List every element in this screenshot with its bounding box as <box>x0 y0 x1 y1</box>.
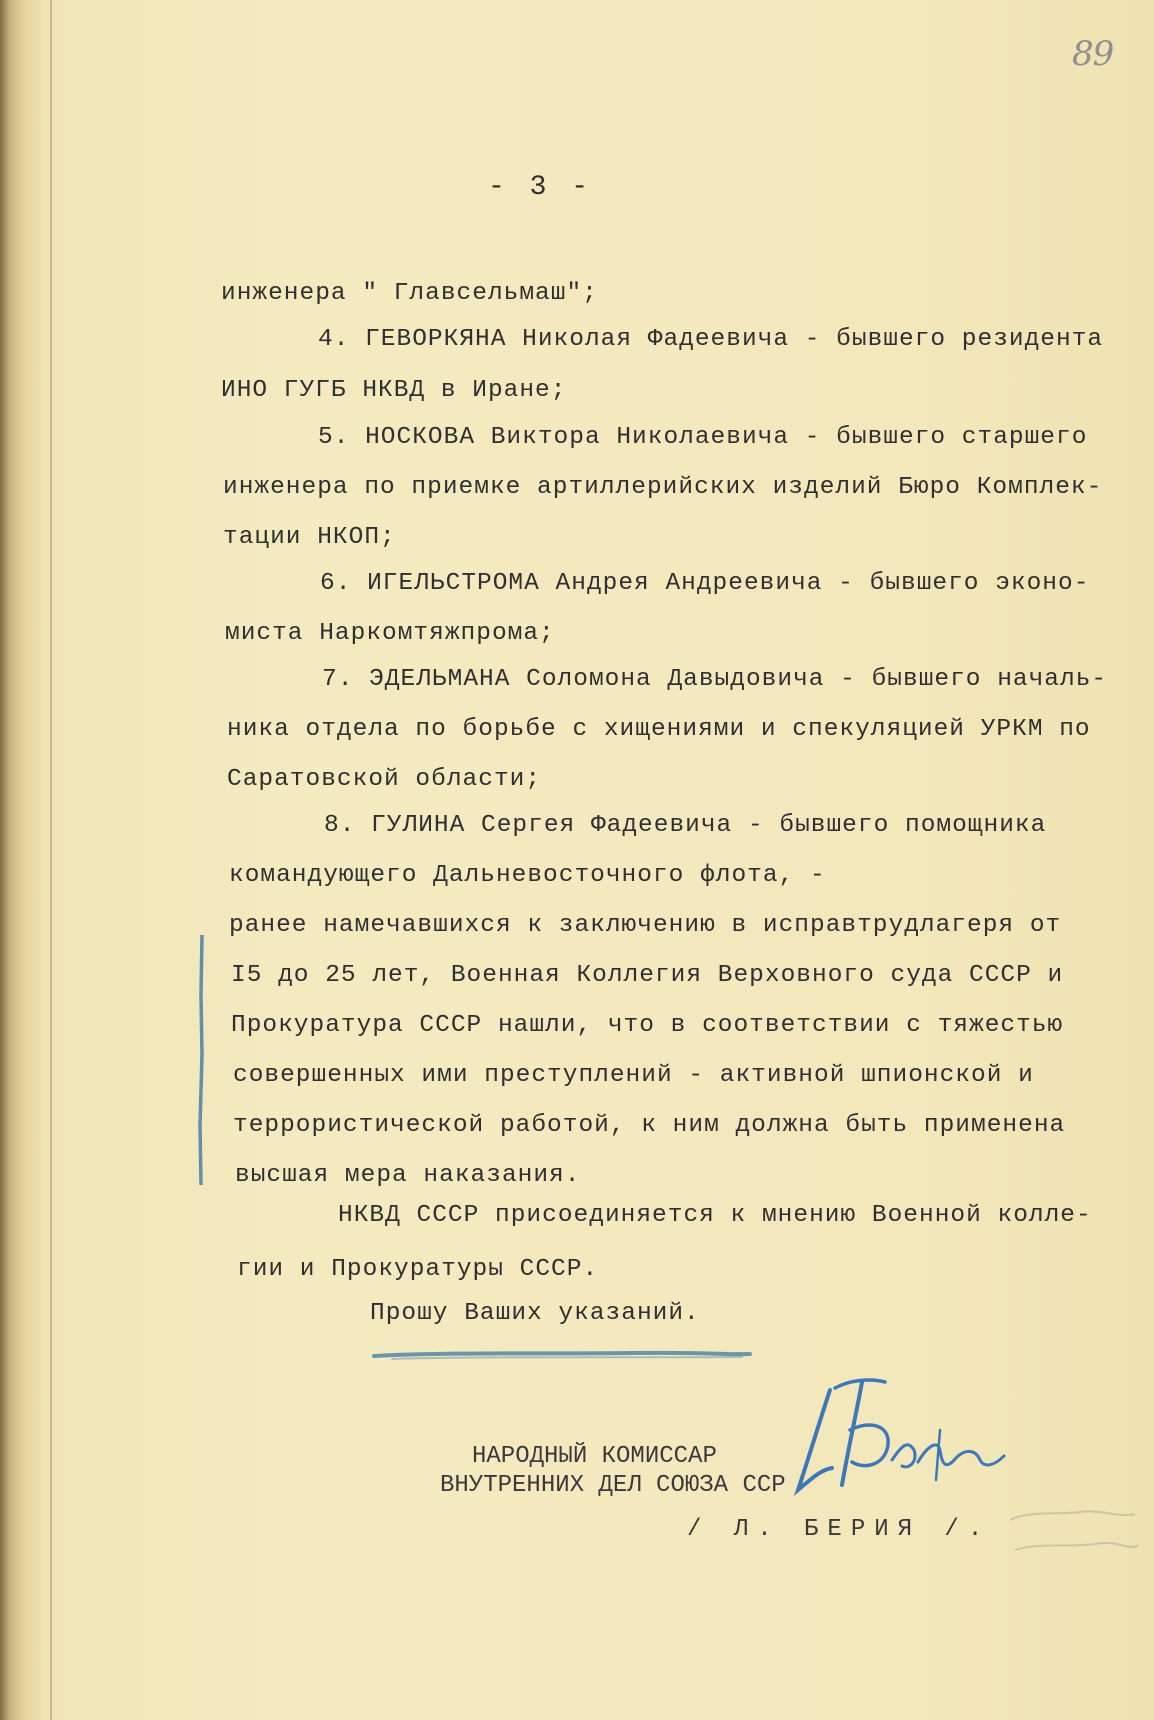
bleed-through-ghost-marks <box>1000 1500 1140 1580</box>
pencil-underline-mark <box>372 1348 752 1362</box>
text-line-14: ранее намечавшихся к заключению в исправтрудлагеря от <box>229 912 1062 939</box>
text-line-21: гии и Прокуратуры СССР. <box>237 1256 599 1283</box>
page-number: 89 <box>1072 34 1114 74</box>
text-line-6: тации НКОП; <box>223 524 396 551</box>
handwritten-signature <box>790 1370 1020 1510</box>
text-line-5: инженера по приемке артиллерийских изделий Бюро Комплек- <box>223 474 1103 501</box>
text-line-7: 6. ИГЕЛЬСТРОМА Андрея Андреевича - бывшего эконо- <box>320 570 1090 597</box>
text-line-17: совершенных ими преступлений - активной шпионской и <box>233 1062 1034 1089</box>
text-line-19: высшая мера наказания. <box>235 1162 581 1189</box>
text-line-22: Прошу Ваших указаний. <box>370 1300 700 1327</box>
text-line-13: командующего Дальневосточного флота, - <box>229 862 826 889</box>
signature-title-1: НАРОДНЫЙ КОМИССАР <box>472 1443 717 1470</box>
binding-edge <box>50 0 52 1720</box>
pencil-margin-mark <box>198 935 205 1185</box>
text-line-16: Прокуратура СССР нашли, что в соответствии с тяжестью <box>231 1012 1064 1039</box>
text-line-18: террористической работой, к ним должна быть применена <box>233 1112 1066 1139</box>
text-line-3: ИНО ГУГБ НКВД в Иране; <box>221 377 567 404</box>
signature-name: / Л. БЕРИЯ /. <box>687 1516 992 1543</box>
text-line-10: ника отдела по борьбе с хищениями и спекуляцией УРКМ по <box>227 716 1091 743</box>
signature-title-2: ВНУТРЕННИХ ДЕЛ СОЮЗА ССР <box>440 1472 786 1499</box>
text-line-2: 4. ГЕВОРКЯНА Николая Фадеевича - бывшего резидента <box>318 326 1104 353</box>
text-line-8: миста Наркомтяжпрома; <box>225 620 555 647</box>
text-line-4: 5. НОСКОВА Виктора Николаевича - бывшего старшего <box>318 424 1088 451</box>
text-line-11: Саратовской области; <box>227 766 542 793</box>
text-line-12: 8. ГУЛИНА Сергея Фадеевича - бывшего помощника <box>324 812 1047 839</box>
page-header: - 3 - <box>488 172 593 203</box>
text-line-15: I5 до 25 лет, Военная Коллегия Верховного суда СССР и <box>231 962 1064 989</box>
text-line-20: НКВД СССР присоединяется к мнению Военной колле- <box>338 1202 1092 1229</box>
text-line-9: 7. ЭДЕЛЬМАНА Соломона Давыдовича - бывшего началь- <box>322 666 1108 693</box>
text-line-1: инженера " Главсельмаш"; <box>221 280 598 307</box>
